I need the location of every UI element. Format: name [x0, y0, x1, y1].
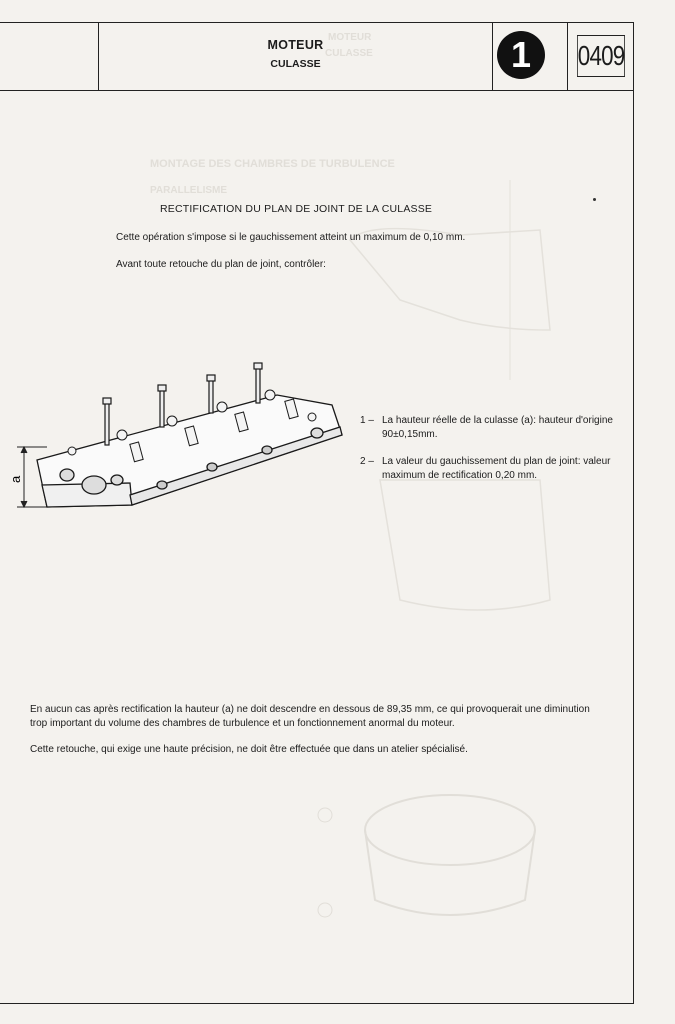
- bleed-through-text: PARALLELISME: [150, 185, 228, 196]
- bleed-through-drawing: [300, 770, 550, 940]
- bleed-through-text: MOTEUR: [328, 32, 372, 43]
- legend-text: La valeur du gauchissement du plan de joint: valeur maximum de rectification 0,20 mm.: [382, 456, 611, 481]
- intro-text: Cette opération s'impose si le gauchissement atteint un maximum de 0,10 mm.: [116, 232, 466, 243]
- page-number: 0409: [577, 35, 625, 77]
- bleed-through-drawing: [340, 180, 590, 640]
- chapter-badge: 1: [497, 31, 545, 79]
- legend-item-2: [360, 455, 611, 481]
- bleed-through-text: CULASSE: [325, 48, 373, 59]
- cylinder-head-illustration: [8, 355, 357, 545]
- header-title-box: [98, 22, 493, 90]
- legend-text: La hauteur réelle de la culasse (a): hauteur d'origine 90±0,15mm.: [382, 415, 613, 440]
- check-text: Avant toute retouche du plan de joint, contrôler:: [116, 259, 326, 270]
- page-number-box: [567, 22, 634, 90]
- bleed-through-text: MONTAGE DES CHAMBRES DE TURBULENCE: [150, 158, 395, 170]
- decorative-dot: [593, 198, 596, 201]
- header-rule: [0, 90, 633, 91]
- legend-number: 1 –: [360, 415, 374, 426]
- section-title: MOTEUR: [267, 38, 324, 52]
- document-title: RECTIFICATION DU PLAN DE JOINT DE LA CULASSE: [160, 203, 433, 215]
- note-text: Cette retouche, qui exige une haute précision, ne doit être effectuée que dans un atelier spécialisé.: [30, 744, 468, 755]
- subsection-title: CULASSE: [270, 58, 321, 70]
- legend-number: 2 –: [360, 456, 374, 467]
- legend-item-1: [360, 414, 613, 440]
- dimension-label: a: [8, 475, 23, 483]
- warning-text: En aucun cas après rectification la hauteur (a) ne doit descendre en dessous de 89,35 mm, ce qui provoquerait une diminution trop important du volume des chambres de turbulence et un fonctionnement anormal du moteur.: [30, 704, 590, 729]
